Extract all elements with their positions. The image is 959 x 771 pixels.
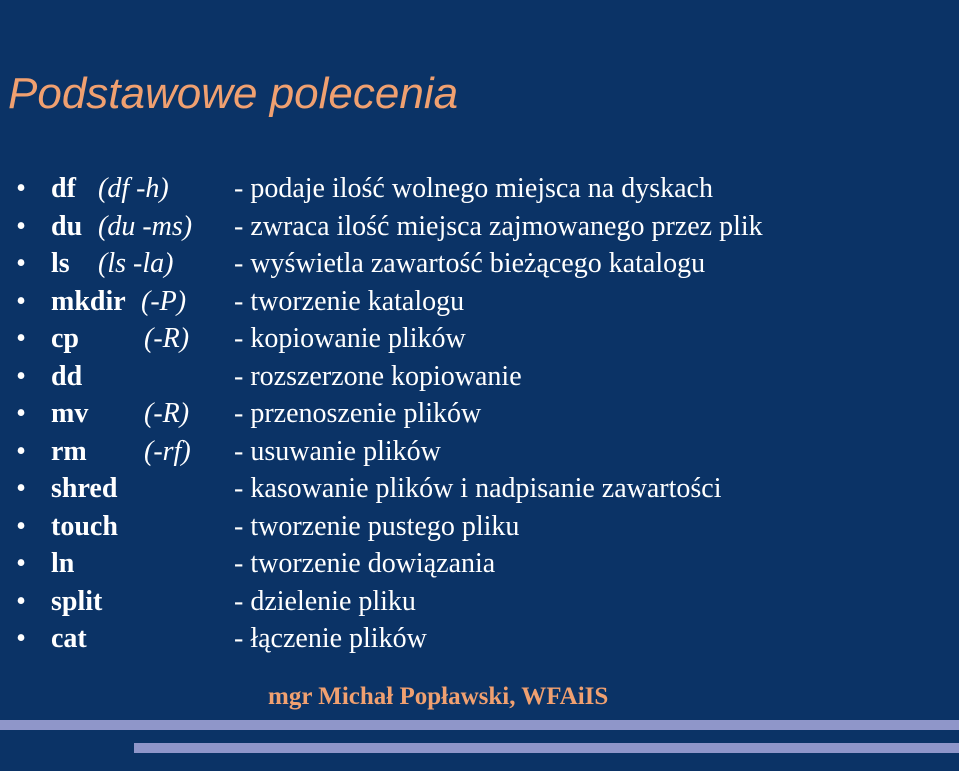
command-name: mv — [51, 398, 89, 429]
bullet-icon: • — [16, 248, 26, 279]
command-name: df — [51, 173, 76, 204]
command-option: (-rf) — [144, 435, 191, 467]
command-description: - kopiowanie plików — [234, 323, 466, 354]
command-option: (df -h) — [98, 173, 169, 204]
command-option: (ls -la) — [98, 248, 174, 279]
command-name: dd — [51, 360, 83, 392]
command-name: touch — [51, 510, 118, 542]
decorative-bar-lower — [134, 743, 959, 753]
command-description: - usuwanie plików — [234, 435, 441, 467]
bullet-icon: • — [16, 435, 26, 467]
command-option: (-R) — [144, 323, 190, 354]
bullet-icon: • — [16, 548, 26, 579]
bullet-icon: • — [16, 398, 26, 429]
command-description: - dzielenie pliku — [234, 585, 416, 617]
command-name: du — [51, 210, 83, 242]
command-description: - zwraca ilość miejsca zajmowanego przez plik — [234, 210, 763, 242]
command-name: ln — [51, 548, 75, 579]
command-description: - przenoszenie plików — [234, 398, 482, 429]
command-name: split — [51, 585, 103, 617]
bullet-icon: • — [16, 623, 26, 654]
bullet-icon: • — [16, 360, 26, 392]
command-description: - tworzenie pustego pliku — [234, 510, 520, 542]
command-option: (-R) — [144, 398, 190, 429]
command-name: ls — [51, 248, 70, 279]
bullet-icon: • — [16, 585, 26, 617]
command-description: - podaje ilość wolnego miejsca na dyskach — [234, 173, 713, 204]
command-option: (du -ms) — [98, 210, 193, 242]
bullet-icon: • — [16, 173, 26, 204]
command-name: cat — [51, 623, 87, 654]
command-option: (-P) — [141, 285, 187, 317]
bullet-icon: • — [16, 323, 26, 354]
command-name: cp — [51, 323, 79, 354]
command-description: - wyświetla zawartość bieżącego katalogu — [234, 248, 706, 279]
bullet-icon: • — [16, 510, 26, 542]
bullet-icon: • — [16, 285, 26, 317]
command-name: mkdir — [51, 285, 126, 317]
slide-title: Podstawowe polecenia — [8, 69, 459, 118]
command-description: - tworzenie katalogu — [234, 285, 465, 317]
command-description: - kasowanie plików i nadpisanie zawartości — [234, 473, 722, 504]
bullet-icon: • — [16, 210, 26, 242]
author-footer: mgr Michał Popławski, WFAiIS — [268, 683, 609, 710]
command-name: rm — [51, 435, 87, 467]
command-description: - tworzenie dowiązania — [234, 548, 496, 579]
command-description: - rozszerzone kopiowanie — [234, 360, 522, 392]
command-name: shred — [51, 473, 118, 504]
decorative-bar-upper — [0, 720, 959, 730]
command-description: - łączenie plików — [234, 623, 427, 654]
bullet-icon: • — [16, 473, 26, 504]
